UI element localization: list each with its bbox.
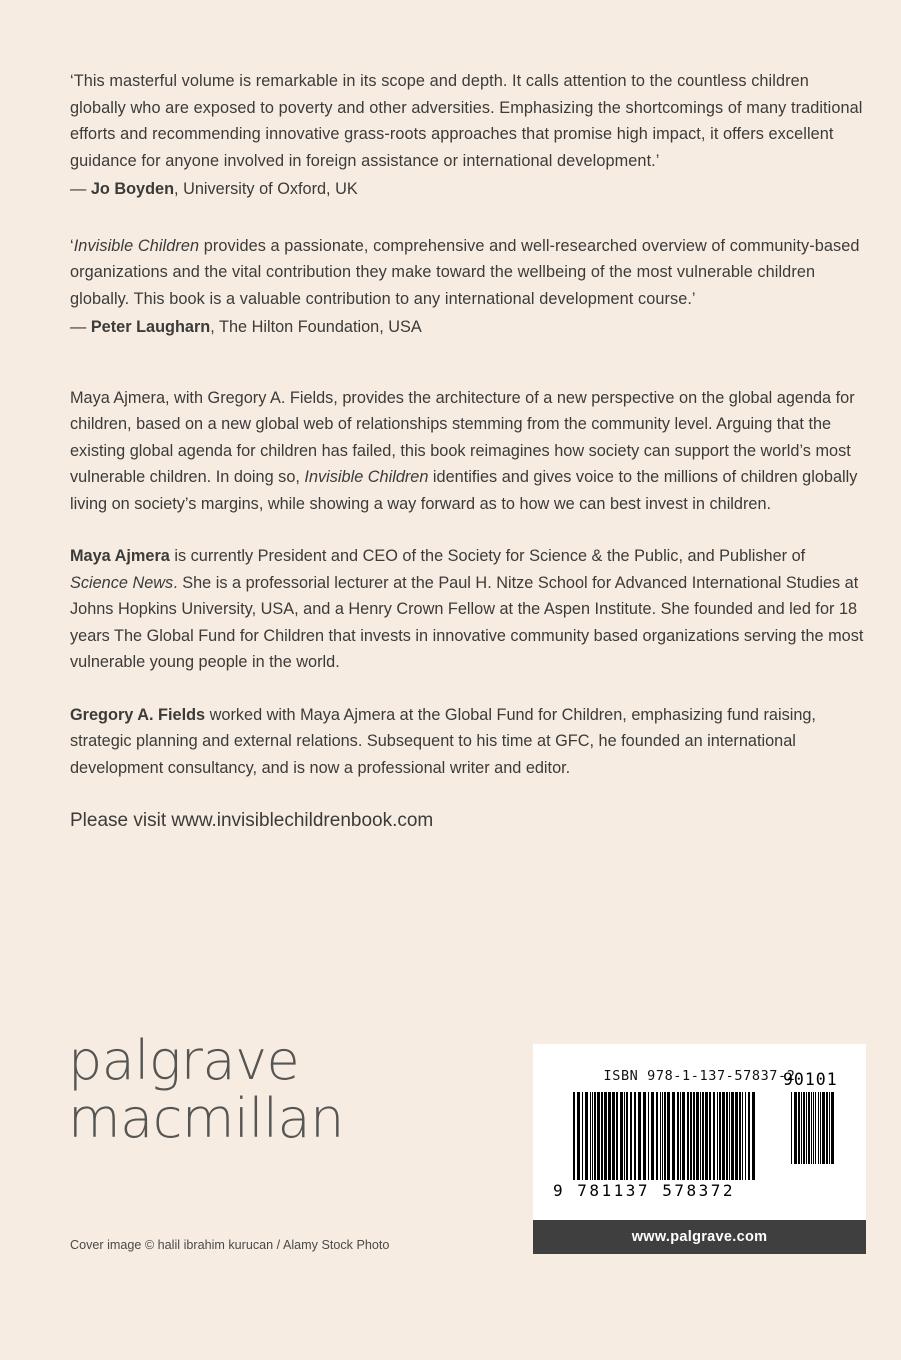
description-part-1: Maya Ajmera, with Gregory A. Fields, provides the architecture of a new perspective on the global agenda for children, based on a new global web of relationships stemming from the community level. Arguing that the existing global agenda for children has failed, this book reimagines how society can support the world’s most vulnerable children. In doing so, bbox=[70, 388, 855, 486]
back-cover-text-block bbox=[70, 68, 865, 835]
endorsement-2-name: Peter Laugharn bbox=[90, 318, 211, 336]
author-bio-2 bbox=[70, 702, 865, 782]
logo-line-macmillan: macmillan bbox=[68, 1086, 344, 1150]
endorsement-2-title-italic: Invisible Children bbox=[73, 236, 200, 255]
palgrave-website-bar: www.palgrave.com bbox=[533, 1220, 866, 1254]
endorsement-2-quote-rest: provides a passionate, comprehensive and well-researched overview of community-based organizations and the vital contribution they make toward the wellbeing of the most vulnerable children globally. This book is a valuable contribution to any international development course.’ bbox=[70, 236, 860, 308]
book-description bbox=[70, 385, 865, 518]
visit-website-line: Please visit www.invisiblechildrenbook.com bbox=[70, 810, 434, 831]
description-title-italic: Invisible Children bbox=[304, 468, 429, 486]
cover-image-credit: Cover image © halil ibrahim kurucan / Alamy Stock Photo bbox=[70, 1238, 390, 1252]
spacer bbox=[70, 371, 865, 385]
endorsement-1-attribution bbox=[70, 176, 865, 203]
endorsement-2-affiliation: , The Hilton Foundation, USA bbox=[210, 318, 422, 336]
author-bio-1-italic: Science News bbox=[70, 573, 174, 592]
endorsement-2-quote-lead: ‘ bbox=[70, 236, 74, 255]
author-bio-1-text-2: . She is a professorial lecturer at the Paul H. Nitze School for Advanced International Studies at Johns Hopkins University, USA, and a Henry Crown Fellow at the Aspen Institute. She founded and led for 18 years The Global Fund for Children that invests in innovative community based organizations serving the most vulnerable young people in the world. bbox=[70, 573, 864, 671]
author-bio-2-name: Gregory A. Fields bbox=[70, 705, 206, 724]
endorsement-2-quote bbox=[70, 233, 865, 313]
author-bio-1-name: Maya Ajmera bbox=[70, 547, 170, 565]
endorsement-2-attribution bbox=[70, 314, 865, 341]
endorsement-1-dash: — bbox=[70, 180, 91, 198]
ean-addon-barcode-bars bbox=[791, 1092, 849, 1164]
barcode-block bbox=[533, 1044, 866, 1254]
isbn-label: ISBN 978-1-137-57837-2 bbox=[603, 1068, 796, 1084]
addon-digits: 90101 bbox=[783, 1070, 838, 1089]
description-part-2: identifies and gives voice to the millions of children globally living on society’s margins, while showing a way forward as to how we can best invest in children. bbox=[70, 468, 858, 513]
endorsement-1-quote: ‘This masterful volume is remarkable in its scope and depth. It calls attention to the countless children globally who are exposed to poverty and other adversities. Emphasizing the shortcomings of many traditional efforts and recommending innovative grass-roots approaches that promise high impact, it offers excellent guidance for anyone involved in foreign assistance or international development.’ bbox=[70, 72, 863, 170]
logo-line-palgrave: palgrave bbox=[68, 1029, 300, 1092]
ean-barcode-bars bbox=[573, 1092, 773, 1180]
endorsement-2-dash: — bbox=[70, 318, 91, 336]
palgrave-macmillan-logo bbox=[68, 1029, 344, 1150]
endorsement-1-affiliation: , University of Oxford, UK bbox=[174, 180, 358, 198]
author-bio-1 bbox=[70, 543, 865, 676]
author-bio-1-text-1: is currently President and CEO of the Society for Science & the Public, and Publisher of bbox=[169, 547, 806, 565]
endorsement-1-name: Jo Boyden bbox=[90, 180, 175, 198]
ean-digits: 9 781137 578372 bbox=[553, 1181, 735, 1200]
author-bio-2-text-1: worked with Maya Ajmera at the Global Fund for Children, emphasizing fund raising, strategic planning and external relations. Subsequent to his time at GFC, he founded an international development consultancy, and is now a professional writer and editor. bbox=[70, 705, 816, 777]
